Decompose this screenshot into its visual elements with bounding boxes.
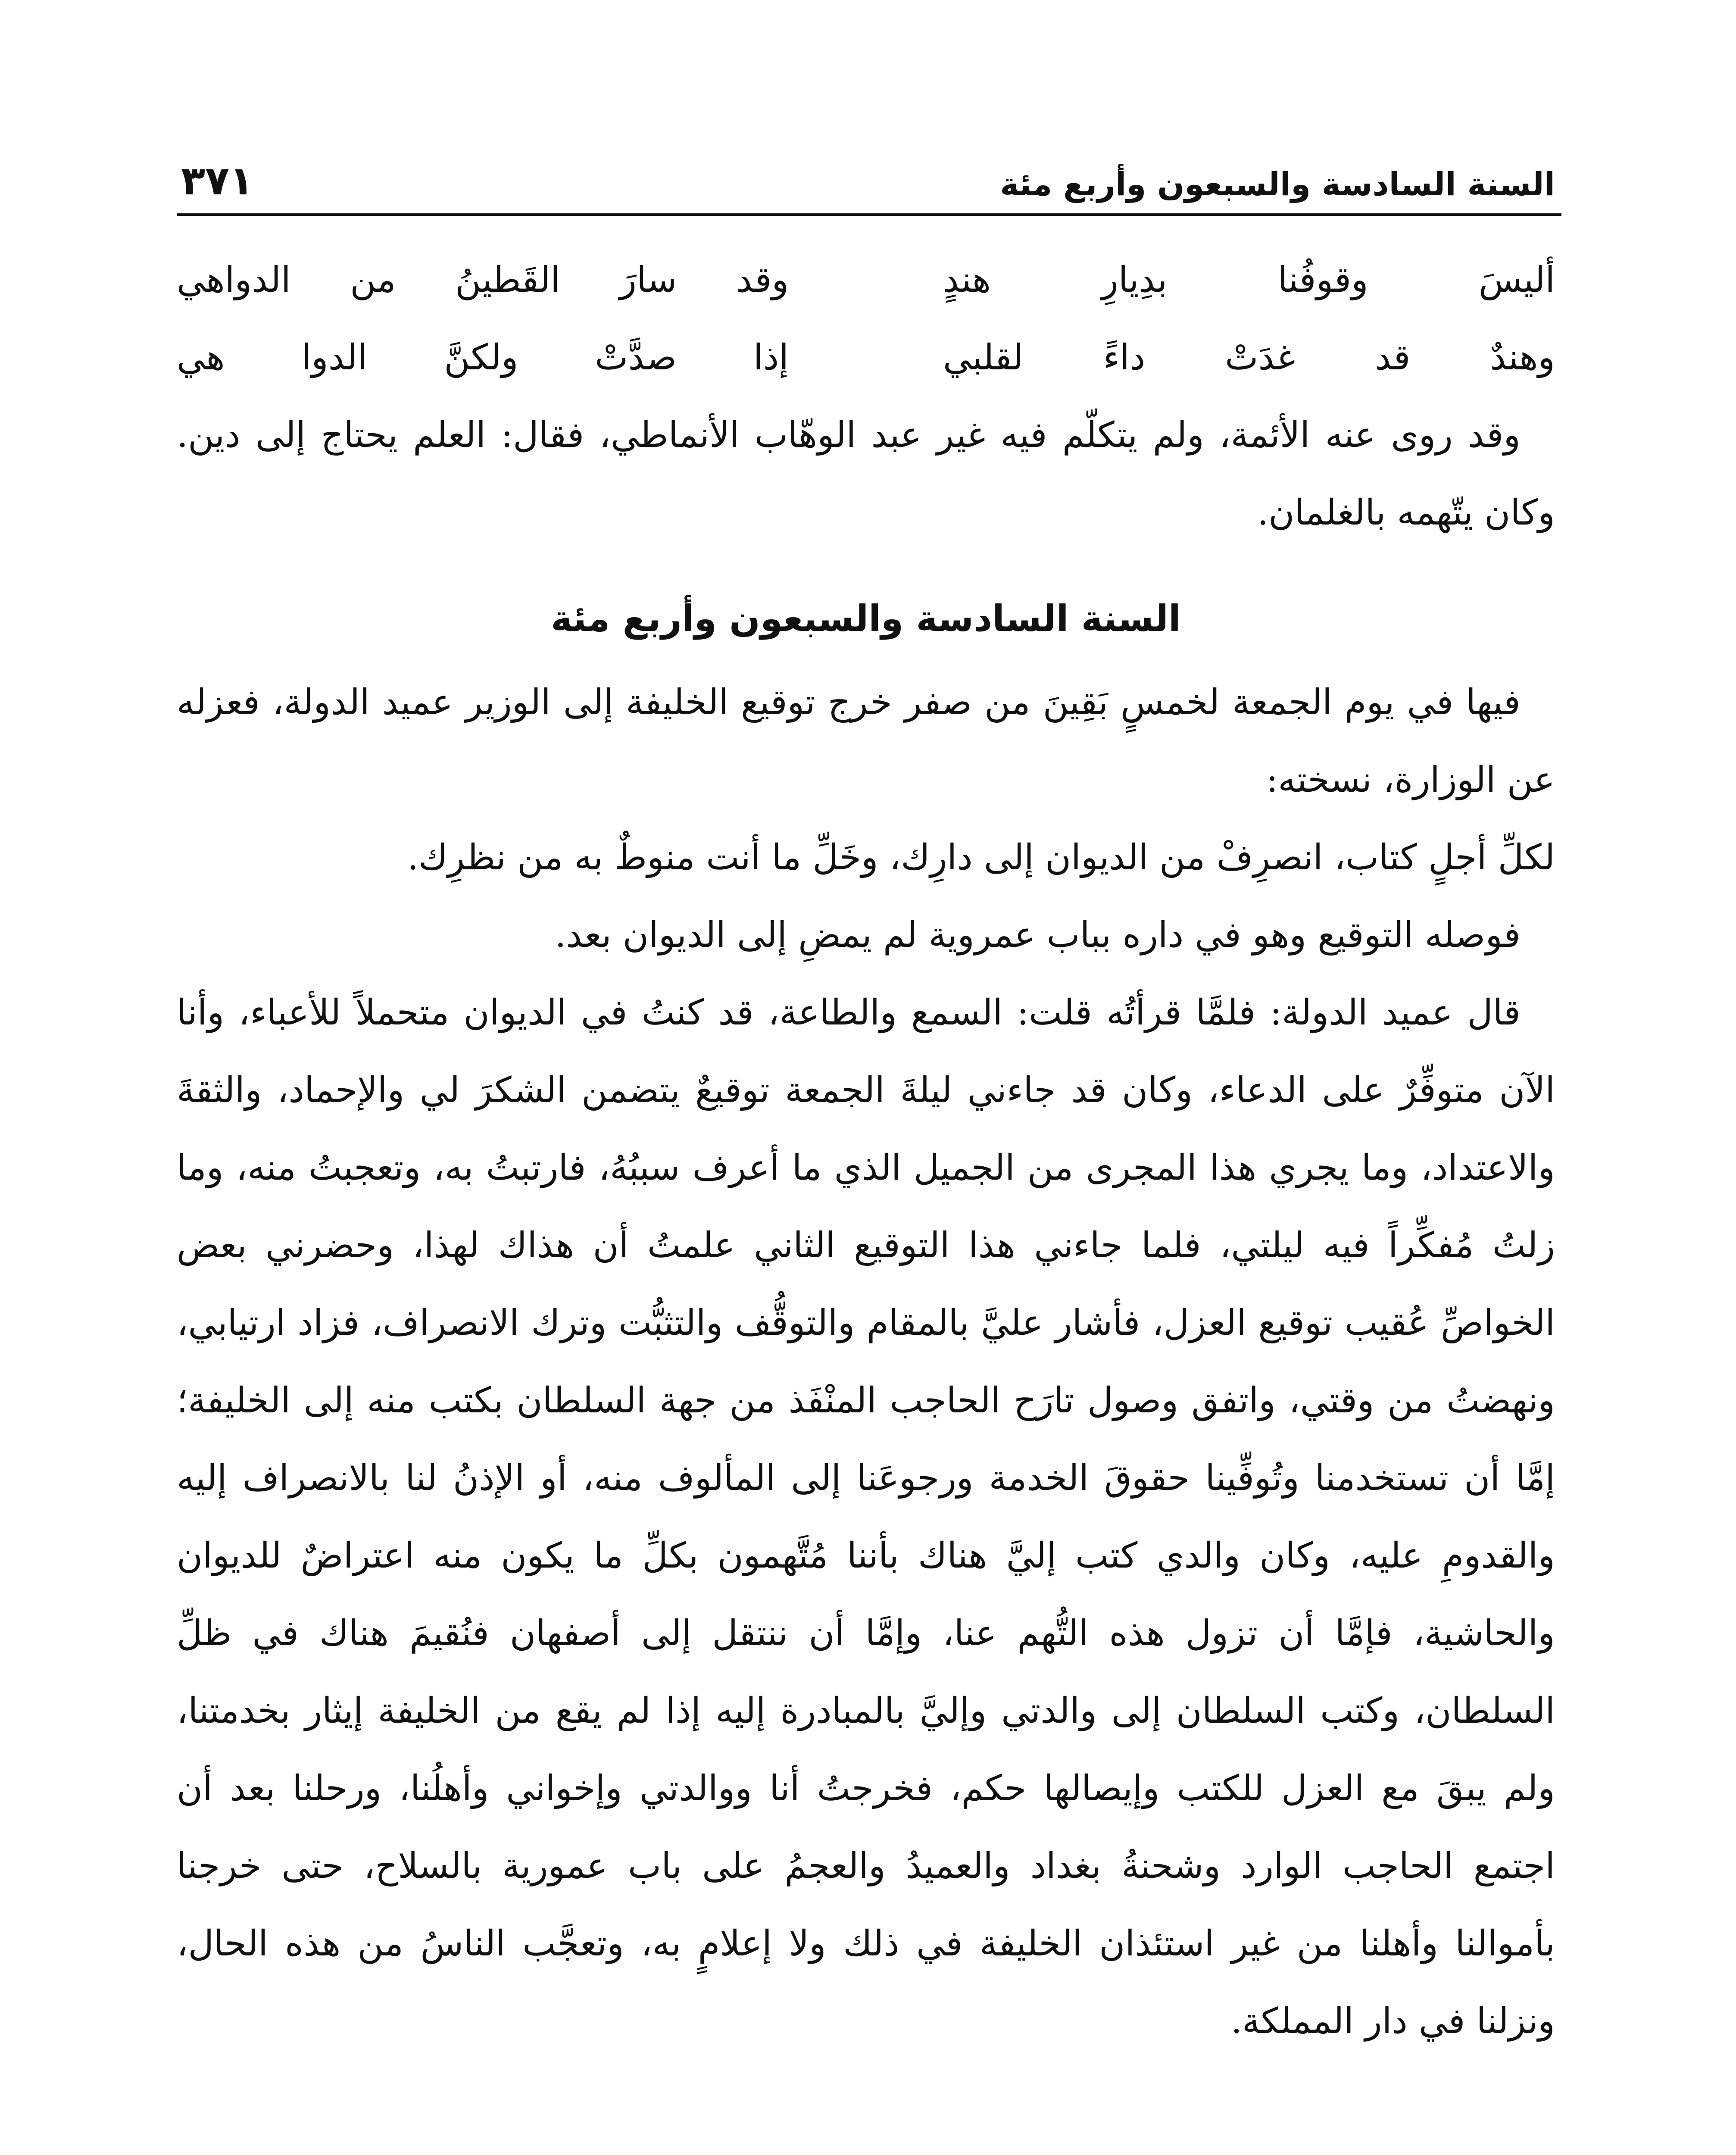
verse-first-hemistich: أليسَ وقوفُنا بدِيارِ هندٍ bbox=[943, 259, 1555, 300]
poem-verse bbox=[177, 319, 1555, 397]
header-rule bbox=[177, 213, 1561, 216]
verse-second-hemistich: إذا صدَّتْ ولكنَّ الدوا هي bbox=[177, 337, 789, 378]
intro-paragraph: وقد روى عنه الأئمة، ولم يتكلّم فيه غير عبد الوهّاب الأنماطي، فقال: العلم يحتاج إلى دين. وكان يتّهمه بالغلمان. bbox=[177, 415, 1555, 533]
body-paragraph: قال عميد الدولة: فلمَّا قرأتُه قلت: السمع والطاعة، قد كنتُ في الديوان متحملاً للأعباء، وأنا الآن متوفِّرٌ على الدعاء، وكان قد جاءني ليلةَ الجمعة توقيعٌ يتضمن الشكرَ لي والإحماد، والثقةَ والاعتداد، وما يجري هذا المجرى من الجميل الذي ما أعرف سببُهُ، فارتبتُ به، وتعجبتُ منه، وما زلتُ مُفكِّراً فيه ليلتي، فلما جاءني هذا التوقيع الثاني علمتُ أن هذاك لهذا، وحضرني بعض الخواصِّ عُقيب توقيع العزل، فأشار عليَّ بالمقام والتوقُّف والتثبُّت وترك الانصراف، فزاد ارتيابي، ونهضتُ من وقتي، واتفق وصول تارَح الحاجب المنْفَذ من جهة السلطان بكتب منه إلى الخليفة؛ إمَّا أن تستخدمنا وتُوفِّينا حقوقَ الخدمة ورجوعَنا إلى المألوف منه، أو الإذنُ لنا بالانصراف إليه والقدومِ عليه، وكان والدي كتب إليَّ هناك بأننا مُتَّهمون بكلِّ ما يكون منه اعتراضٌ للديوان والحاشية، فإمَّا أن تزول هذه التُّهم عنا، وإمَّا أن ننتقل إلى أصفهان فنُقيمَ هناك في ظلِّ السلطان، وكتب السلطان إلى والدتي وإليَّ بالمبادرة إليه إذا لم يقع من الخليفة إيثار بخدمتنا، ولم يبقَ مع العزل للكتب وإيصالها حكم، فخرجتُ أنا ووالدتي وإخواني وأهلُنا، ورحلنا بعد أن اجتمع الحاجب الوارد وشحنةُ بغداد والعميدُ والعجمُ على باب عمورية بالسلاح، حتى خرجنا بأموالنا وأهلنا من غير استئذان الخليفة في ذلك ولا إعلامٍ به، وتعجَّب الناسُ من هذه الحال، ونزلنا في دار المملكة. bbox=[177, 992, 1555, 2042]
verse-first-hemistich: وهندٌ قد غدَتْ داءً لقلبي bbox=[943, 337, 1555, 378]
page-header bbox=[177, 157, 1555, 209]
body-paragraph: فيها في يوم الجمعة لخمسٍ بَقِينَ من صفر خرج توقيع الخليفة إلى الوزير عميد الدولة، فعزله عن الوزارة، نسخته: bbox=[177, 682, 1555, 800]
page-number: ٣٧١ bbox=[181, 158, 254, 204]
running-title: السنة السادسة والسبعون وأربع مئة bbox=[1000, 166, 1555, 203]
poem-verse bbox=[177, 241, 1555, 319]
body-paragraph: لكلِّ أجلٍ كتاب، انصرِفْ من الديوان إلى دارِك، وخَلِّ ما أنت منوطٌ به من نظرِك. bbox=[407, 837, 1555, 878]
page-content bbox=[177, 241, 1555, 2060]
section-title: السنة السادسة والسبعون وأربع مئة bbox=[551, 597, 1181, 640]
body-paragraph: فوصله التوقيع وهو في داره بباب عمروية لم يمضِ إلى الديوان بعد. bbox=[555, 915, 1521, 956]
verse-second-hemistich: وقد سارَ القَطينُ من الدواهي bbox=[177, 259, 789, 300]
